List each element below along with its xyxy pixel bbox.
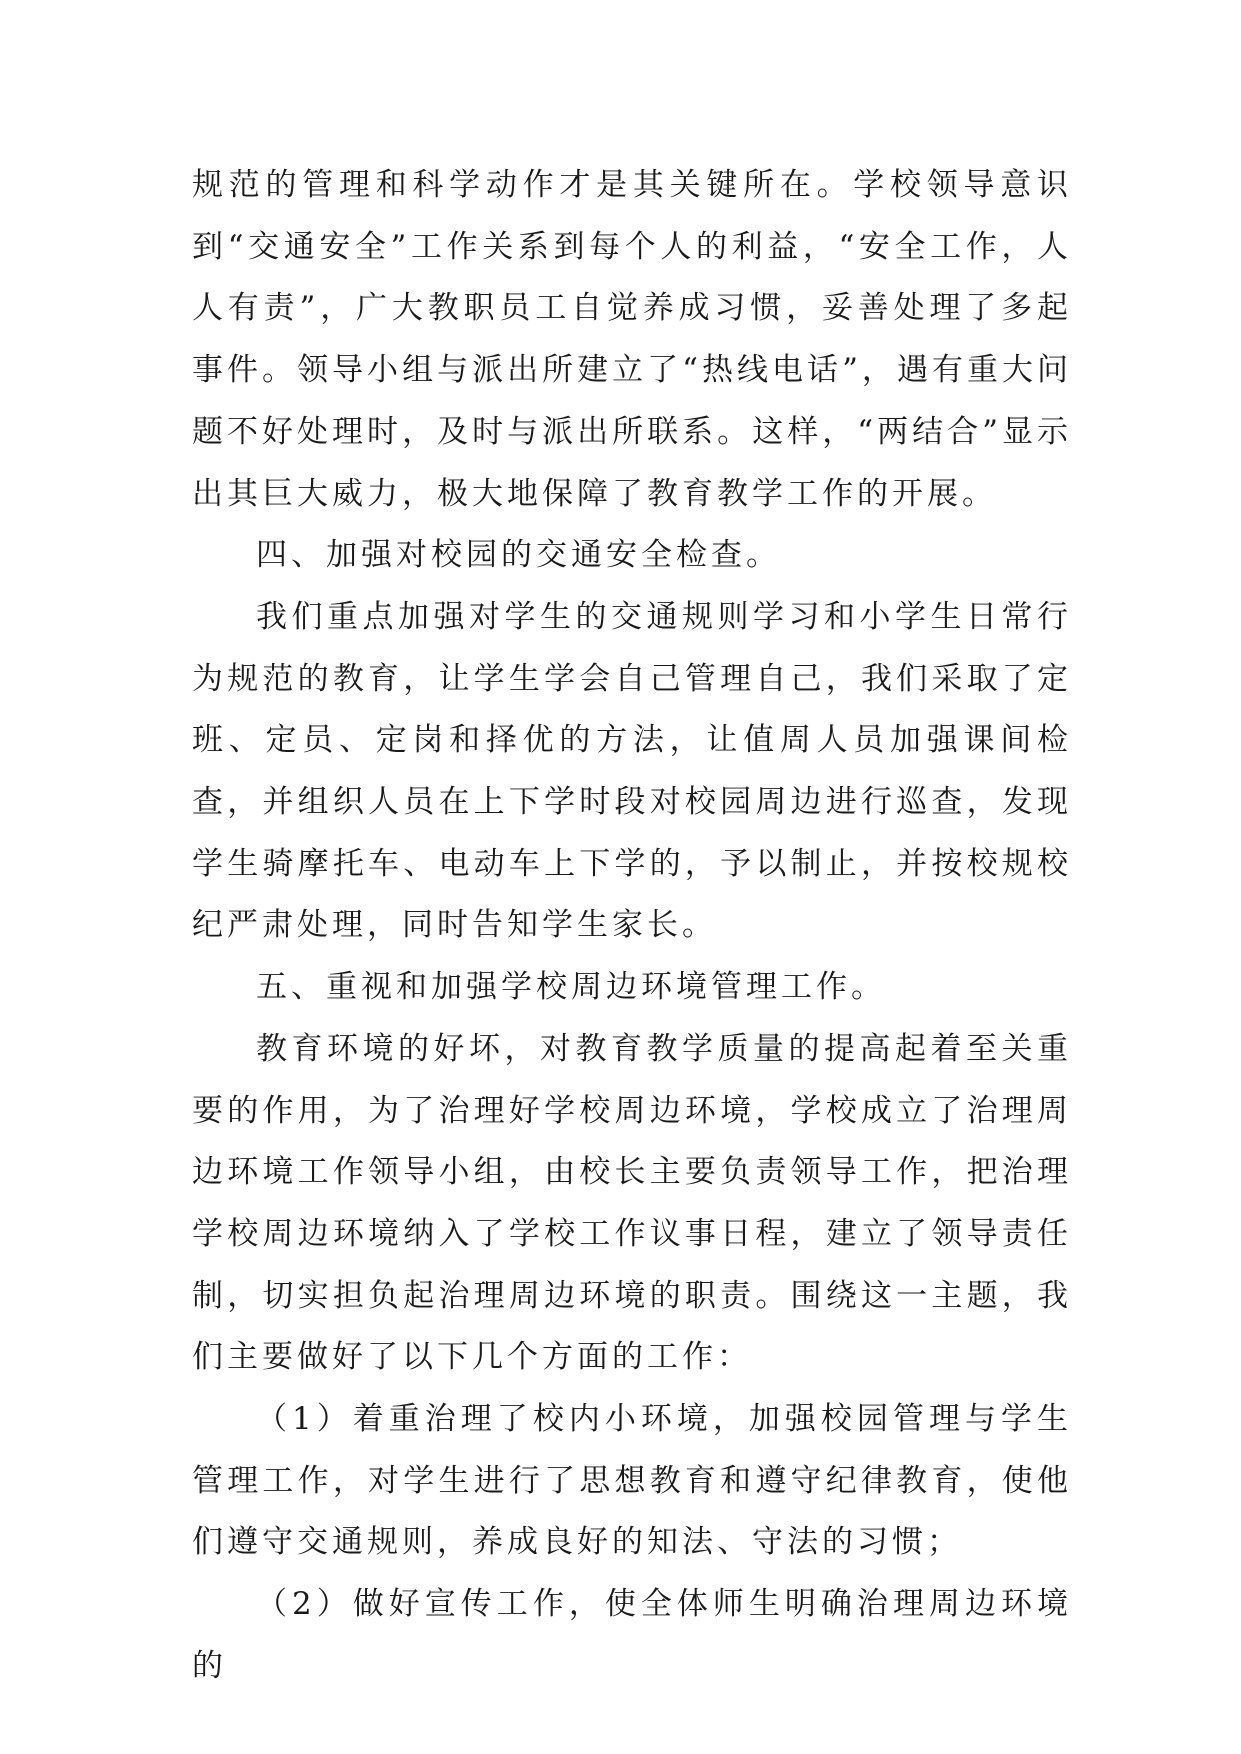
paragraph-5: 教育环境的好坏，对教育教学质量的提高起着至关重要的作用，为了治理好学校周边环境，学校成立了治理周边环境工作领导小组，由校长主要负责领导工作，把治理学校周边环境纳入了学校工作议事日程，建立了领导责任制，切实担负起治理周边环境的职责。围绕这一主题，我们主要做好了以下几个方面的工作： xyxy=(192,1030,1072,1376)
body-text xyxy=(192,155,1072,1698)
list-item-2: （2）做好宣传工作，使全体师生明确治理周边环境的 xyxy=(192,1586,1072,1684)
paragraph-1: 规范的管理和科学动作才是其关键所在。学校领导意识到“交通安全”工作关系到每个人的利益，“安全工作，人人有责”，广大教职员工自觉养成习惯，妥善处理了多起事件。领导小组与派出所建立了“热线电话”，遇有重大问题不好处理时，及时与派出所联系。这样，“两结合”显示出其巨大威力，极大地保障了教育教学工作的开展。 xyxy=(192,167,1072,512)
paragraph-3: 我们重点加强对学生的交通规则学习和小学生日常行为规范的教育，让学生学会自己管理自己，我们采取了定班、定员、定岗和择优的方法，让值周人员加强课间检查，并组织人员在上下学时段对校园周边进行巡查，发现学生骑摩托车、电动车上下学的，予以制止，并按校规校纪严肃处理，同时告知学生家长。 xyxy=(192,598,1072,944)
list-item-1: （1）着重治理了校内小环境，加强校园管理与学生管理工作，对学生进行了思想教育和遵守纪律教育，使他们遵守交通规则，养成良好的知法、守法的习惯； xyxy=(192,1401,1072,1561)
section-heading-4: 四、加强对校园的交通安全检查。 xyxy=(256,537,781,574)
section-heading-5: 五、重视和加强学校周边环境管理工作。 xyxy=(256,969,886,1006)
